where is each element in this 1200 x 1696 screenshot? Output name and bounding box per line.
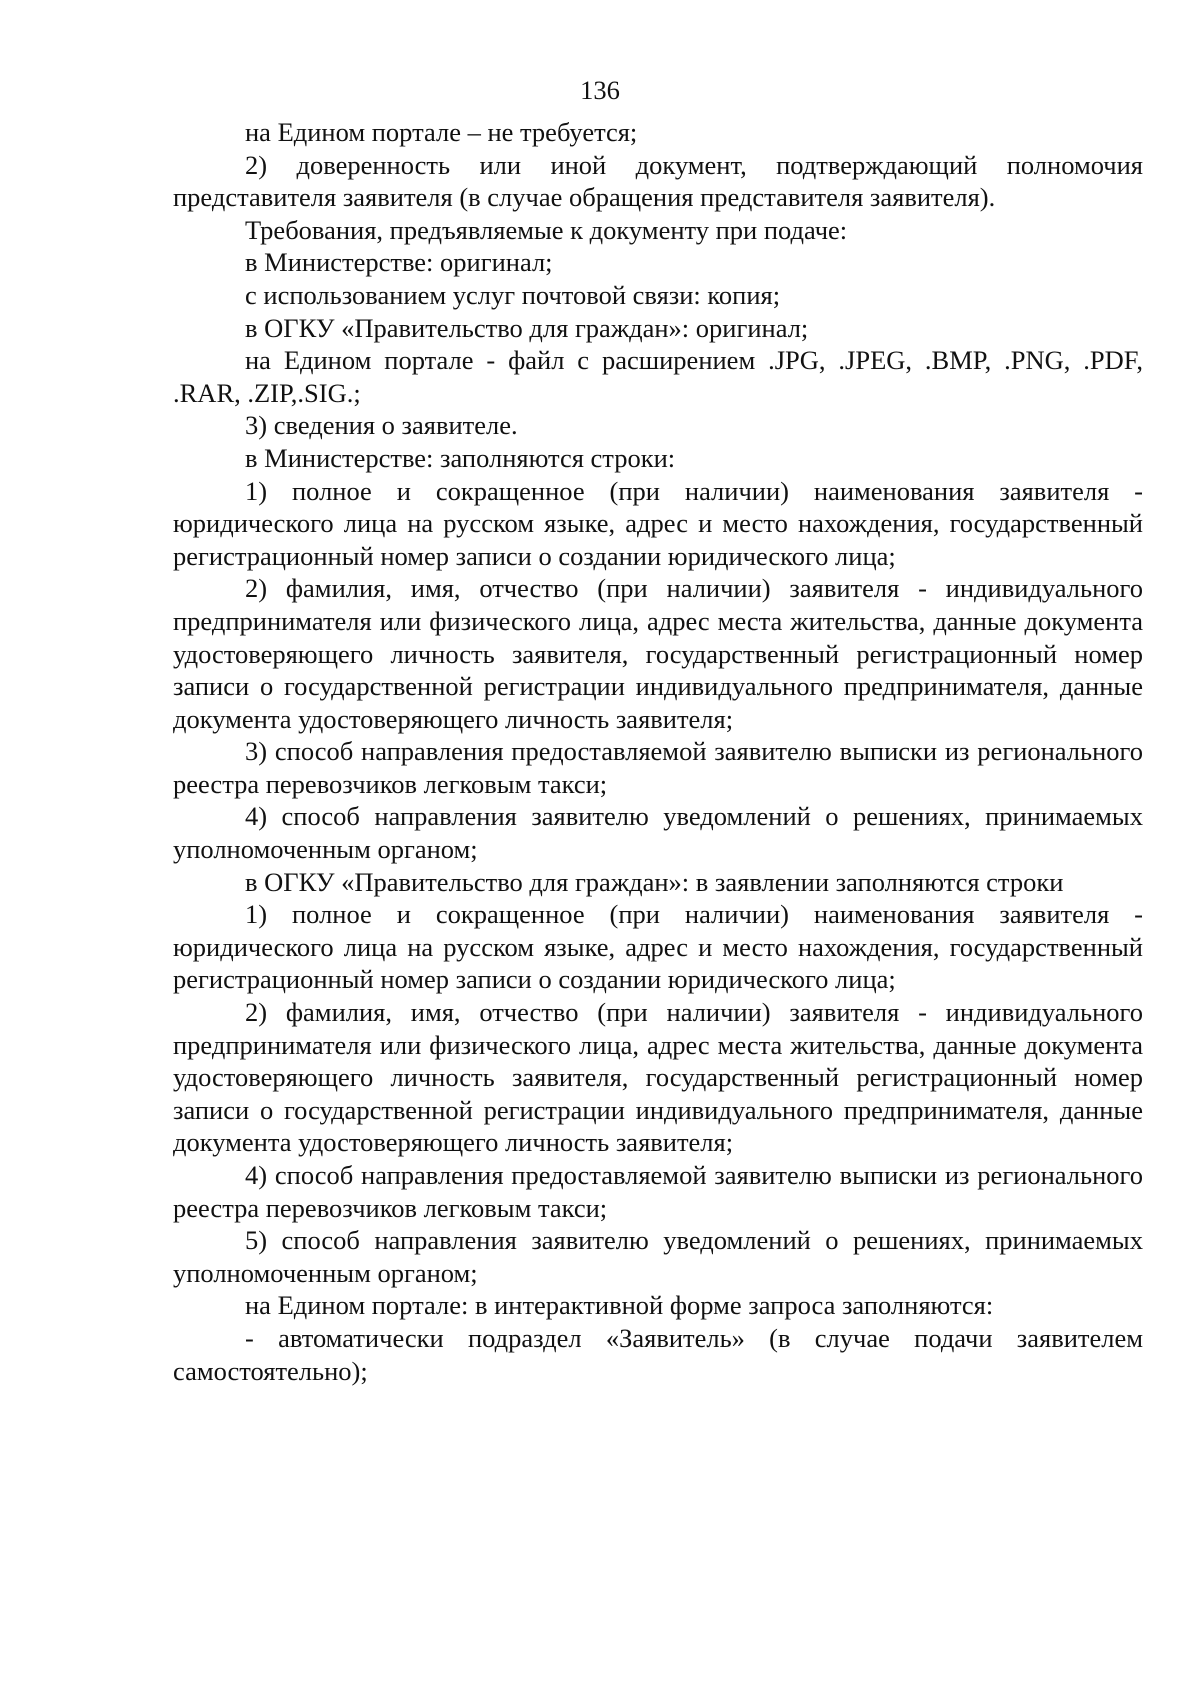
paragraph-ministry-item-3: 3) способ направления предоставляемой заявителю выписки из регионального реестра перевозчиков легковым такси; bbox=[173, 736, 1143, 799]
paragraph-ogku-fields: в ОГКУ «Правительство для граждан»: в заявлении заполняются строки bbox=[245, 866, 1064, 897]
paragraph-ministry-item-1: 1) полное и сокращенное (при наличии) наименования заявителя - юридического лица на русском языке, адрес и место нахождения, государственный регистрационный номер записи о создании юридического лица; bbox=[173, 475, 1143, 571]
paragraph-postal-copy: с использованием услуг почтовой связи: копия; bbox=[245, 279, 781, 310]
paragraph-ogku-item-4: 4) способ направления предоставляемой заявителю выписки из регионального реестра перевозчиков легковым такси; bbox=[173, 1160, 1143, 1223]
paragraph-ogku-item-1: 1) полное и сокращенное (при наличии) наименования заявителя - юридического лица на русском языке, адрес и место нахождения, государственный регистрационный номер записи о создании юридического лица; bbox=[173, 899, 1143, 995]
paragraph-document-requirements: Требования, предъявляемые к документу при подаче: bbox=[245, 214, 848, 245]
paragraph-applicant-info: 3) сведения о заявителе. bbox=[245, 410, 518, 441]
paragraph-portal-form-fields: на Едином портале: в интерактивной форме запроса заполняются: bbox=[245, 1290, 994, 1321]
paragraph-portal-applicant-auto: - автоматически подраздел «Заявитель» (в случае подачи заявителем самостоятельно); bbox=[173, 1322, 1143, 1386]
paragraph-ministry-item-2: 2) фамилия, имя, отчество (при наличии) заявителя - индивидуального предпринимателя или физического лица, адрес места жительства, данные документа удостоверяющего личность заявителя, государственный регистрационный номер записи о государственной регистрации индивидуального предпринимателя, данные документа удостоверяющего личность заявителя; bbox=[173, 573, 1143, 734]
paragraph-power-of-attorney: 2) доверенность или иной документ, подтверждающий полномочия представителя заявителя (в случае обращения представителя заявителя). bbox=[173, 149, 1143, 213]
paragraph-ogku-item-2: 2) фамилия, имя, отчество (при наличии) заявителя - индивидуального предпринимателя или физического лица, адрес места жительства, данные документа удостоверяющего личность заявителя, государственный регистрационный номер записи о государственной регистрации индивидуального предпринимателя, данные документа удостоверяющего личность заявителя; bbox=[173, 997, 1143, 1158]
paragraph-ministry-item-4: 4) способ направления заявителю уведомлений о решениях, принимаемых уполномоченным органом; bbox=[173, 801, 1143, 865]
paragraph-ministry-original: в Министерстве: оригинал; bbox=[245, 247, 553, 278]
paragraph-portal-not-required: на Едином портале – не требуется; bbox=[245, 117, 638, 147]
paragraph-ministry-fields: в Министерстве: заполняются строки: bbox=[245, 442, 676, 473]
paragraph-ogku-original: в ОГКУ «Правительство для граждан»: оригинал; bbox=[245, 312, 809, 343]
paragraph-ogku-item-5: 5) способ направления заявителю уведомлений о решениях, принимаемых уполномоченным органом; bbox=[173, 1225, 1143, 1288]
page-number: 136 bbox=[580, 75, 620, 105]
document-body bbox=[173, 116, 1143, 1387]
paragraph-portal-file-formats: на Едином портале - файл с расширением .JPG, .JPEG, .BMP, .PNG, .PDF, .RAR, .ZIP,.SIG.; bbox=[173, 345, 1143, 408]
